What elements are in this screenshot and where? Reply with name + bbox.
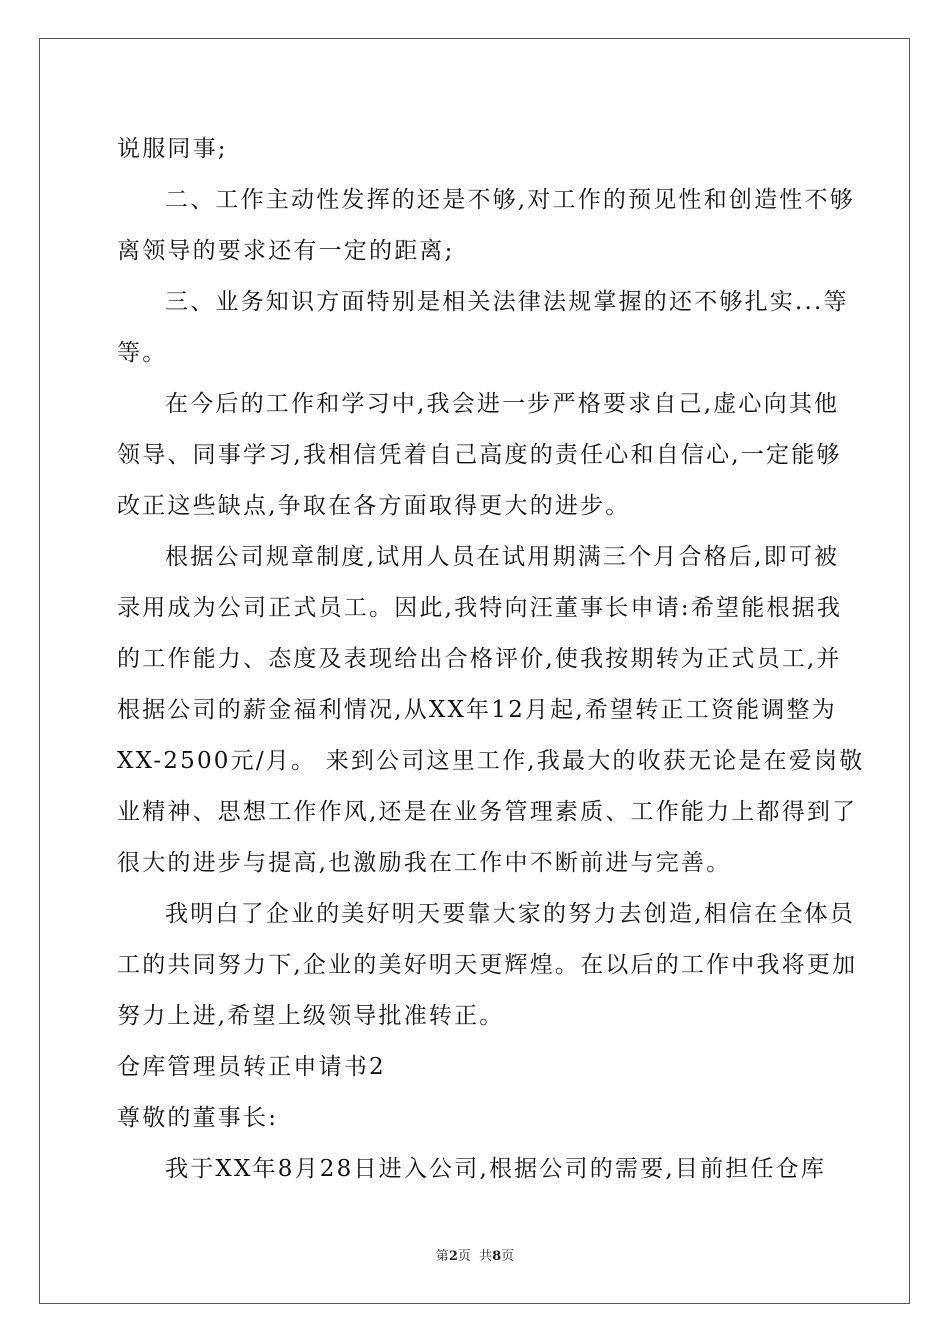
footer-middle: 页 共 — [457, 1249, 493, 1264]
current-page-number: 2 — [448, 1249, 458, 1264]
text-line-4: 三、业务知识方面特别是相关法律法规掌握的还不够扎实...等 — [165, 289, 849, 315]
text-line-21: 我于XX年8月28日进入公司,根据公司的需要,目前担任仓库 — [165, 1156, 827, 1182]
text-line-11: 的工作能力、态度及表现给出合格评价,使我按期转为正式员工,并 — [117, 646, 842, 672]
total-pages-number: 8 — [492, 1249, 502, 1264]
text-line-17: 工的共同努力下,企业的美好明天更辉煌。在以后的工作中我将更加 — [117, 952, 858, 978]
text-line-7: 领导、同事学习,我相信凭着自己高度的责任心和自信心,一定能够 — [117, 442, 842, 468]
text-line-13: XX-2500元/月。 来到公司这里工作,我最大的收获无论是在爱岗敬 — [117, 748, 865, 774]
text-line-1: 说服同事; — [117, 136, 228, 162]
text-line-3: 离领导的要求还有一定的距离; — [117, 238, 455, 264]
document-body — [117, 124, 865, 1195]
text-line-5: 等。 — [117, 340, 168, 366]
text-line-2: 二、工作主动性发挥的还是不够,对工作的预见性和创造性不够 — [165, 187, 855, 213]
text-line-15: 很大的进步与提高,也激励我在工作中不断前进与完善。 — [117, 850, 732, 876]
text-line-8: 改正这些缺点,争取在各方面取得更大的进步。 — [117, 493, 631, 519]
page-footer — [0, 1249, 950, 1265]
footer-prefix: 第 — [435, 1249, 449, 1264]
footer-suffix: 页 — [501, 1249, 515, 1264]
text-line-12: 根据公司的薪金福利情况,从XX年12月起,希望转正工资能调整为 — [117, 697, 837, 723]
text-line-18: 努力上进,希望上级领导批准转正。 — [117, 1003, 505, 1029]
text-line-6: 在今后的工作和学习中,我会进一步严格要求自己,虚心向其他 — [165, 391, 840, 417]
section-heading: 仓库管理员转正申请书2 — [117, 1054, 386, 1080]
text-line-16: 我明白了企业的美好明天要靠大家的努力去创造,相信在全体员 — [165, 901, 855, 927]
text-line-14: 业精神、思想工作作风,还是在业务管理素质、工作能力上都得到了 — [117, 799, 858, 825]
text-line-9: 根据公司规章制度,试用人员在试用期满三个月合格后,即可被 — [165, 544, 840, 570]
salutation: 尊敬的董事长: — [117, 1105, 279, 1131]
text-line-10: 录用成为公司正式员工。因此,我特向汪董事长申请:希望能根据我 — [117, 595, 843, 621]
